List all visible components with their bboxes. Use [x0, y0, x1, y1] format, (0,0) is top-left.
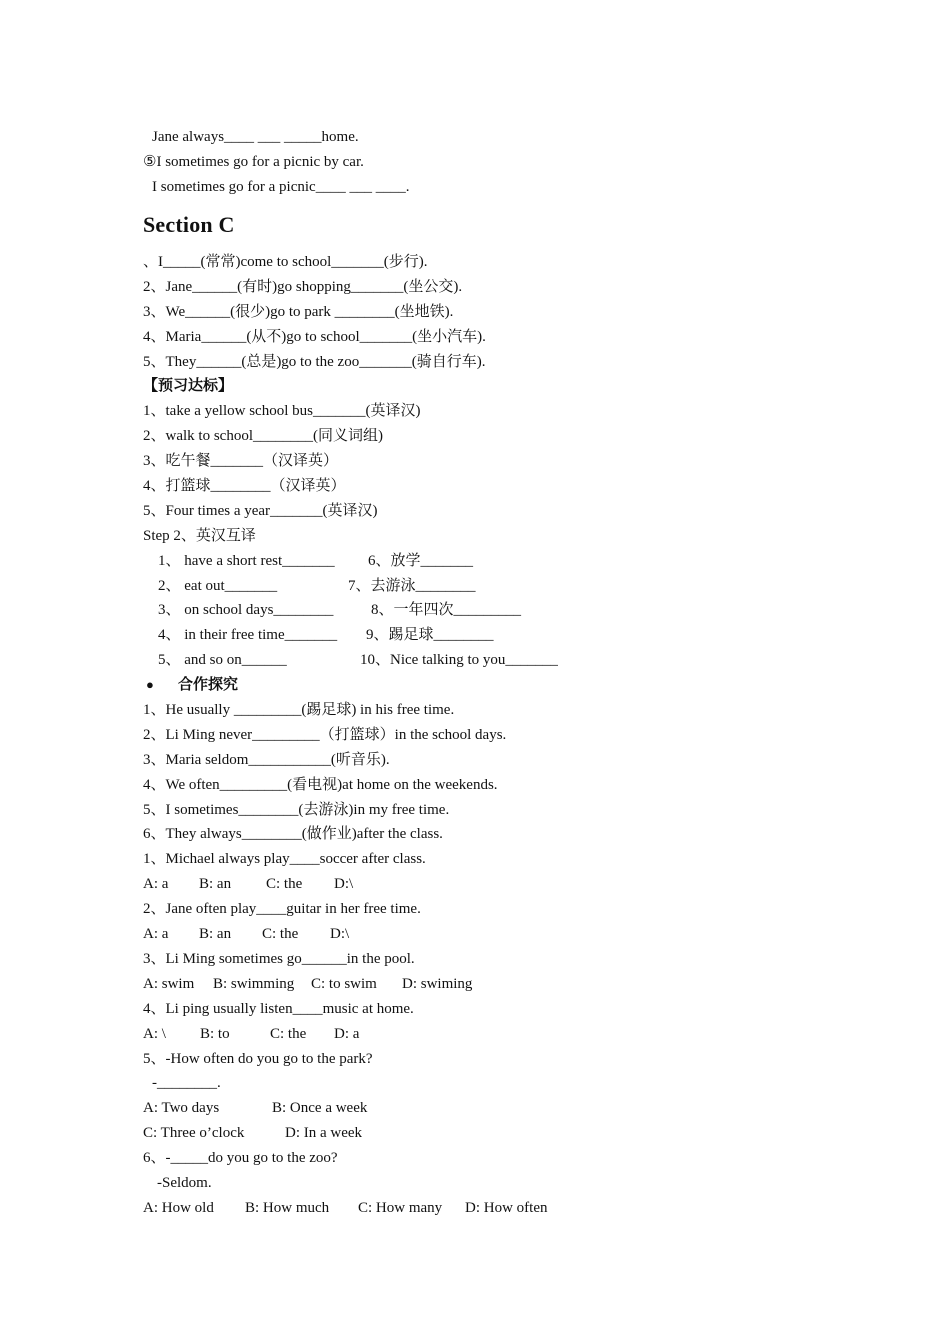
- step2-left-item: 3、 on school days________: [158, 602, 334, 618]
- step2-title: Step 2、英汉互译: [143, 528, 256, 544]
- choice-option: D: How often: [465, 1200, 548, 1216]
- fill-item: 3、Maria seldom___________(听音乐).: [143, 752, 390, 768]
- reply-line: -Seldom.: [157, 1175, 212, 1191]
- cooperate-header: [0, 673, 950, 697]
- choice-question-stem: 3、Li Ming sometimes go______in the pool.: [143, 951, 415, 967]
- preview-item: 1、take a yellow school bus_______(英译汉): [143, 403, 421, 419]
- choice-options-row: [0, 1196, 950, 1220]
- choice-option: A: \: [143, 1026, 166, 1042]
- step2-row: [0, 549, 950, 573]
- choice-question-stem: 4、Li ping usually listen____music at home.: [143, 1001, 414, 1017]
- choice-option: C: the: [262, 926, 299, 942]
- preview-item: 5、Four times a year_______(英译汉): [143, 503, 378, 519]
- choice-option: B: to: [200, 1026, 230, 1042]
- choice-options-row: [0, 872, 950, 896]
- choice-option: A: a: [143, 876, 169, 892]
- section-c-item: 3、We______(很少)go to park ________(坐地铁).: [143, 304, 454, 320]
- choice-options-row: [0, 1121, 950, 1145]
- section-c-item: 5、They______(总是)go to the zoo_______(骑自行车).: [143, 354, 486, 370]
- choice-option: D: In a week: [285, 1125, 363, 1141]
- step2-left-item: 4、 in their free time_______: [158, 627, 338, 643]
- choice-option: C: Three o’clock: [143, 1125, 245, 1141]
- preview-item: 3、吃午餐_______（汉译英）: [143, 453, 339, 469]
- bullet-icon: ●: [146, 677, 154, 692]
- fill-item: 1、He usually _________(踢足球) in his free time.: [143, 702, 455, 718]
- choice-question-stem: 2、Jane often play____guitar in her free time.: [143, 901, 421, 917]
- choice-option: A: a: [143, 926, 169, 942]
- section-c-item: 4、Maria______(从不)go to school_______(坐小汽车).: [143, 329, 486, 345]
- fill-item: 2、Li Ming never_________（打篮球）in the school days.: [143, 727, 507, 743]
- step2-row: [0, 598, 950, 622]
- step2-left-item: 2、 eat out_______: [158, 578, 278, 594]
- step2-right-item: 9、踢足球________: [366, 627, 494, 643]
- choice-option: C: the: [266, 876, 303, 892]
- choice-option: D:\: [334, 876, 354, 892]
- preview-item: 2、walk to school________(同义词组): [143, 428, 383, 444]
- answer-line: -________.: [152, 1075, 221, 1091]
- intro-line: ⑤I sometimes go for a picnic by car.: [143, 154, 364, 170]
- step2-row: [0, 623, 950, 647]
- step2-right-item: 10、Nice talking to you_______: [360, 652, 558, 668]
- step2-left-item: 1、 have a short rest_______: [158, 553, 335, 569]
- preview-item: 4、打篮球________（汉译英）: [143, 478, 346, 494]
- choice-option: D:\: [330, 926, 350, 942]
- choice-option: C: to swim: [311, 976, 377, 992]
- intro-line: Jane always____ ___ _____home.: [152, 129, 359, 145]
- fill-item: 6、They always________(做作业)after the class.: [143, 826, 443, 842]
- preview-title: 【预习达标】: [143, 378, 234, 394]
- choice-option: B: swimming: [213, 976, 295, 992]
- choice-options-row: [0, 922, 950, 946]
- step2-row: [0, 648, 950, 672]
- choice-option: A: Two days: [143, 1100, 220, 1116]
- choice-options-row: [0, 1096, 950, 1120]
- choice-question-stem: 5、-How often do you go to the park?: [143, 1051, 373, 1067]
- step2-right-item: 6、放学_______: [368, 553, 474, 569]
- step2-right-item: 7、去游泳________: [348, 578, 476, 594]
- fill-item: 4、We often_________(看电视)at home on the weekends.: [143, 777, 498, 793]
- choice-options-row: [0, 1022, 950, 1046]
- fill-item: 5、I sometimes________(去游泳)in my free time.: [143, 802, 450, 818]
- step2-left-item: 5、 and so on______: [158, 652, 287, 668]
- choice-option: D: a: [334, 1026, 360, 1042]
- choice-option: B: Once a week: [272, 1100, 368, 1116]
- step2-right-item: 8、一年四次_________: [371, 602, 522, 618]
- section-c-item: 、I_____(常常)come to school_______(步行).: [143, 254, 428, 270]
- section-c-title: Section C: [143, 212, 235, 237]
- choice-question-stem: 1、Michael always play____soccer after class.: [143, 851, 426, 867]
- choice-options-row: [0, 972, 950, 996]
- choice-option: C: How many: [358, 1200, 443, 1216]
- choice-option: A: swim: [143, 976, 195, 992]
- choice-option: B: an: [199, 926, 232, 942]
- cooperate-title: 合作探究: [178, 677, 239, 693]
- choice-option: B: How much: [245, 1200, 330, 1216]
- choice-option: A: How old: [143, 1200, 214, 1216]
- choice-option: D: swiming: [402, 976, 473, 992]
- choice-option: B: an: [199, 876, 232, 892]
- choice-question-stem: 6、-_____do you go to the zoo?: [143, 1150, 338, 1166]
- intro-line: I sometimes go for a picnic____ ___ ____.: [152, 179, 410, 195]
- step2-row: [0, 574, 950, 598]
- section-c-item: 2、Jane______(有时)go shopping_______(坐公交).: [143, 279, 463, 295]
- choice-option: C: the: [270, 1026, 307, 1042]
